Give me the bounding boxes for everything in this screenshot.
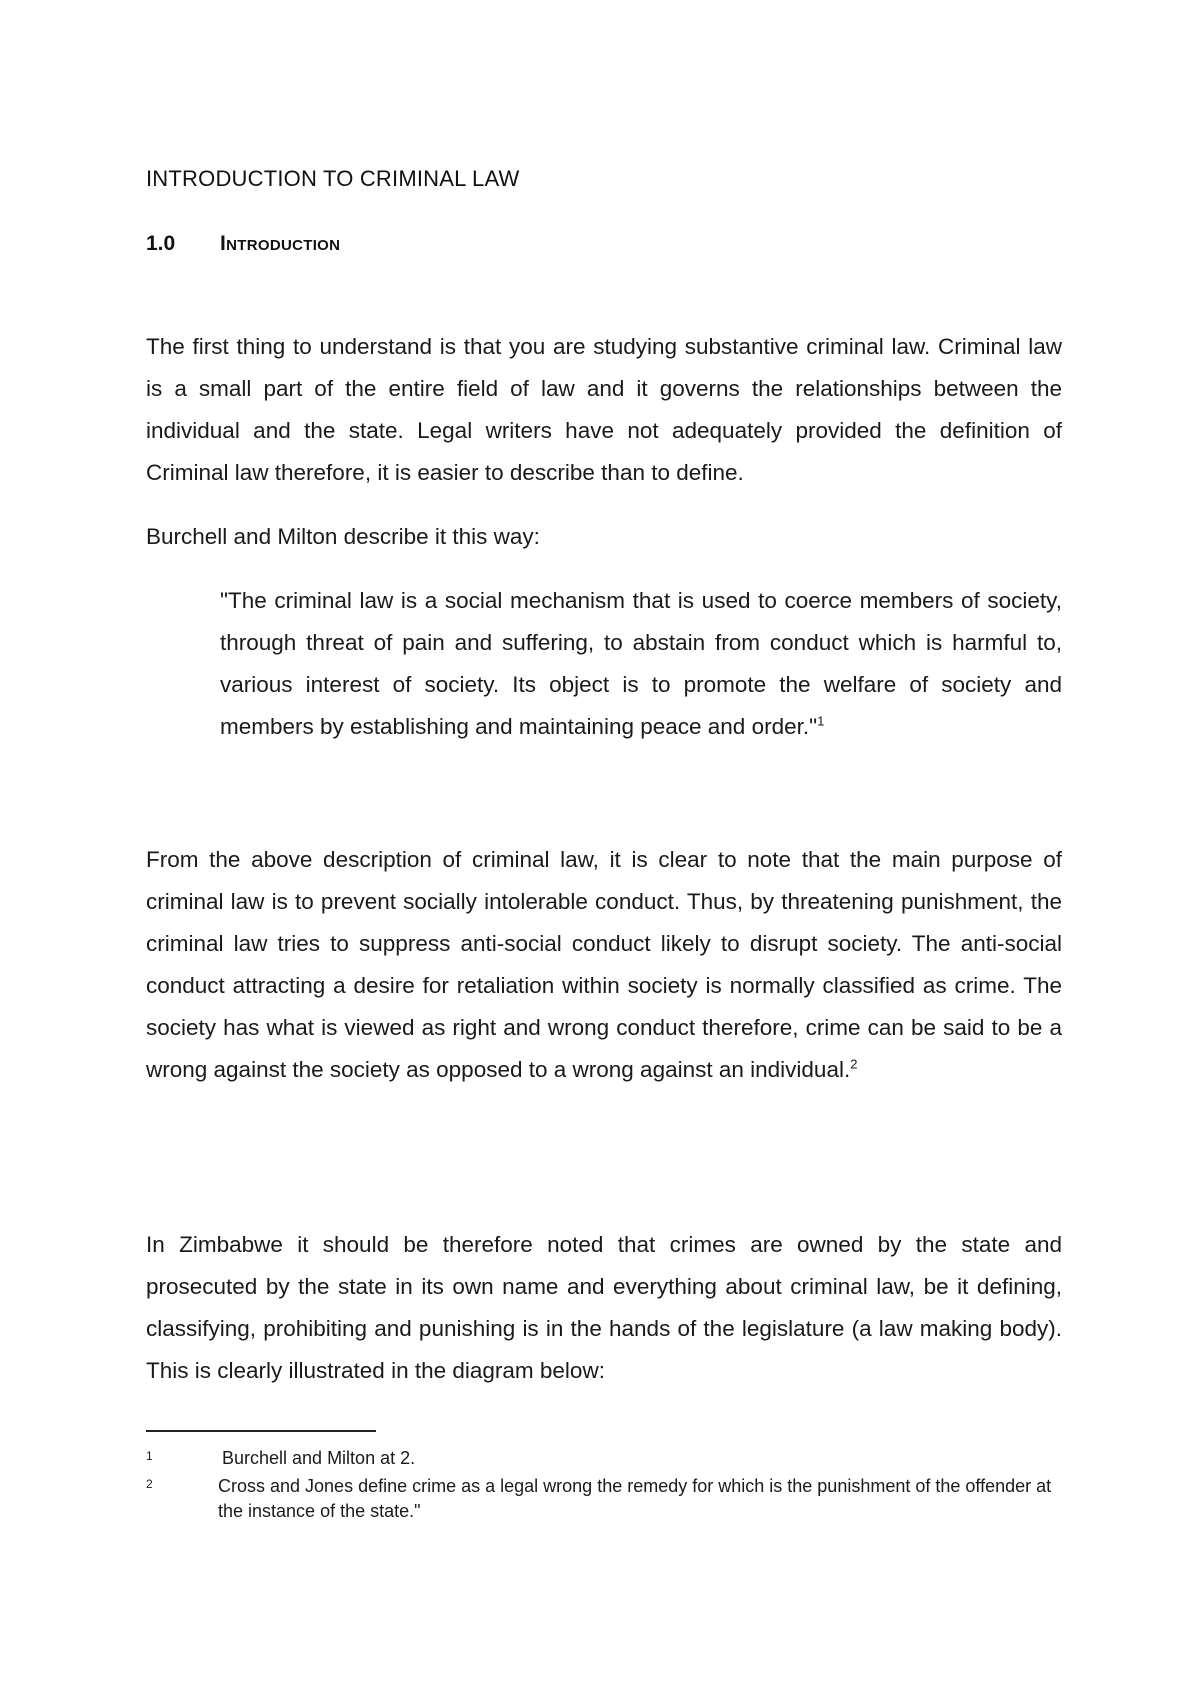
paragraph-burchell-milton-text: Burchell and Milton describe it this way: [146,524,540,549]
paragraph-zimbabwe [146,1224,1062,1392]
section-title: Introduction [220,232,341,255]
footnote-2-number: 2 [146,1477,153,1491]
footnote-2-text: Cross and Jones define crime as a legal wrong the remedy for which is the punishment of the offender at the instance of the state." [218,1476,1052,1521]
paragraph-intro-text: The first thing to understand is that you are studying substantive criminal law. Criminal law is a small part of the entire field of law and it governs the relationships between the individual and the state. Legal writers have not adequately provided the definition of Criminal law therefore, it is easier to describe than to define. [146,334,1062,485]
block-quote [220,580,1062,748]
section-heading [146,232,340,256]
footnote-divider [146,1430,376,1432]
document-title: INTRODUCTION TO CRIMINAL LAW [146,166,520,191]
paragraph-burchell-milton [146,516,1062,558]
paragraph-purpose [146,839,1062,1091]
footnote-ref-1[interactable]: 1 [817,713,825,729]
section-number: 1.0 [146,232,176,255]
footnote-ref-2[interactable]: 2 [850,1056,858,1072]
block-quote-text: "The criminal law is a social mechanism that is used to coerce members of society, through threat of pain and suffering, to abstain from conduct which is harmful to, various interest of society. Its object is to promote the welfare of society and members by establishing and maintaining peace and order." [220,588,1062,739]
paragraph-zimbabwe-text: In Zimbabwe it should be therefore noted that crimes are owned by the state and prosecuted by the state in its own name and everything about criminal law, be it defining, classifying, prohibiting and punishing is in the hands of the legislature (a law making body). This is clearly illustrated in the diagram below: [146,1232,1062,1383]
paragraph-intro [146,326,1062,494]
footnote-1-number: 1 [146,1449,153,1463]
paragraph-purpose-text: From the above description of criminal law, it is clear to note that the main purpose of criminal law is to prevent socially intolerable conduct. Thus, by threatening punishment, the criminal law tries to suppress anti-social conduct likely to disrupt society. The anti-social conduct attracting a desire for retaliation within society is normally classified as crime. The society has what is viewed as right and wrong conduct therefore, crime can be said to be a wrong against the society as opposed to a wrong against an individual. [146,847,1062,1082]
footnote-1-text: Burchell and Milton at 2. [222,1448,416,1468]
